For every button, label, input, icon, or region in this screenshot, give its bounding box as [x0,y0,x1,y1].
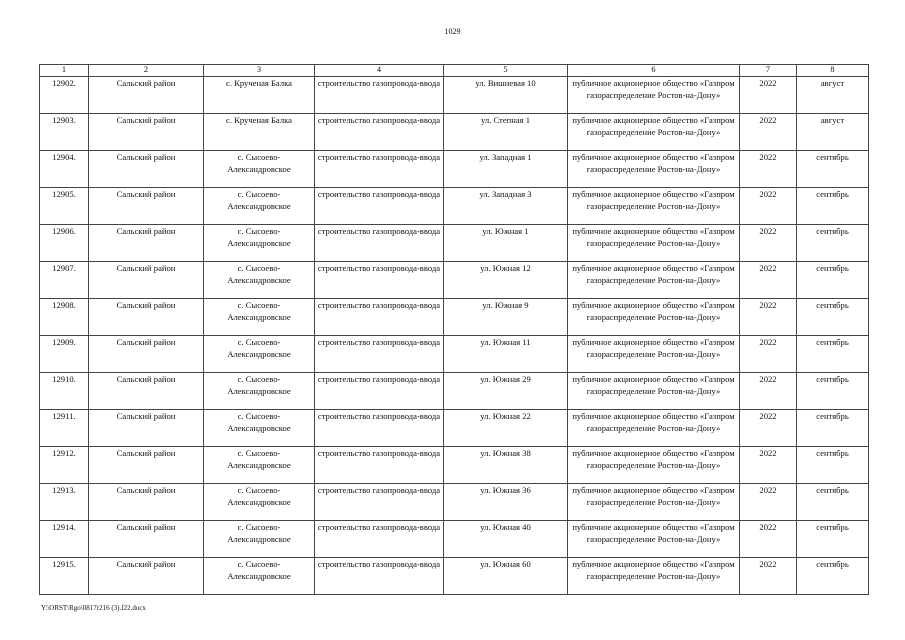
table-row [40,521,869,558]
month-cell: август [797,114,869,151]
table-row [40,336,869,373]
column-number-row [40,65,869,77]
column-header: 4 [315,65,444,77]
footer-file-path: Y:\ORST\Rgo\0817r216 (3).f22.docx [41,604,146,612]
table-row [40,114,869,151]
month-cell: сентябрь [797,484,869,521]
work-type-cell: строительство газопровода-ввода [315,336,444,373]
month-cell: сентябрь [797,558,869,595]
organization-cell: публичное акционерное общество «Газпром газораспределение Ростов-на-Дону» [568,410,740,447]
work-type-cell: строительство газопровода-ввода [315,188,444,225]
address-cell: ул. Южная 40 [444,521,568,558]
organization-cell: публичное акционерное общество «Газпром газораспределение Ростов-на-Дону» [568,299,740,336]
row-number: 12909. [40,336,89,373]
district-cell: Сальский район [89,299,204,336]
year-cell: 2022 [740,521,797,558]
table-row [40,151,869,188]
year-cell: 2022 [740,114,797,151]
row-number: 12910. [40,373,89,410]
month-cell: сентябрь [797,299,869,336]
row-number: 12908. [40,299,89,336]
address-cell: ул. Западная 3 [444,188,568,225]
work-type-cell: строительство газопровода-ввода [315,77,444,114]
work-type-cell: строительство газопровода-ввода [315,299,444,336]
work-type-cell: строительство газопровода-ввода [315,262,444,299]
settlement-cell: с. Сысоево-Александровское [204,151,315,188]
work-type-cell: строительство газопровода-ввода [315,410,444,447]
table-row [40,558,869,595]
year-cell: 2022 [740,262,797,299]
table-row [40,299,869,336]
column-header: 2 [89,65,204,77]
year-cell: 2022 [740,299,797,336]
settlement-cell: с. Сысоево-Александровское [204,558,315,595]
organization-cell: публичное акционерное общество «Газпром газораспределение Ростов-на-Дону» [568,225,740,262]
address-cell: ул. Южная 29 [444,373,568,410]
gas-pipeline-register-table [39,64,869,595]
month-cell: сентябрь [797,521,869,558]
month-cell: сентябрь [797,336,869,373]
month-cell: сентябрь [797,151,869,188]
work-type-cell: строительство газопровода-ввода [315,151,444,188]
district-cell: Сальский район [89,558,204,595]
district-cell: Сальский район [89,77,204,114]
organization-cell: публичное акционерное общество «Газпром газораспределение Ростов-на-Дону» [568,188,740,225]
row-number: 12911. [40,410,89,447]
district-cell: Сальский район [89,188,204,225]
district-cell: Сальский район [89,262,204,299]
district-cell: Сальский район [89,373,204,410]
district-cell: Сальский район [89,484,204,521]
organization-cell: публичное акционерное общество «Газпром газораспределение Ростов-на-Дону» [568,521,740,558]
year-cell: 2022 [740,447,797,484]
table-row [40,373,869,410]
year-cell: 2022 [740,77,797,114]
month-cell: сентябрь [797,262,869,299]
row-number: 12902. [40,77,89,114]
address-cell: ул. Южная 36 [444,484,568,521]
address-cell: ул. Южная 1 [444,225,568,262]
work-type-cell: строительство газопровода-ввода [315,225,444,262]
settlement-cell: с. Сысоево-Александровское [204,262,315,299]
year-cell: 2022 [740,484,797,521]
address-cell: ул. Степная 1 [444,114,568,151]
district-cell: Сальский район [89,410,204,447]
work-type-cell: строительство газопровода-ввода [315,484,444,521]
month-cell: сентябрь [797,225,869,262]
month-cell: сентябрь [797,410,869,447]
district-cell: Сальский район [89,151,204,188]
column-header: 7 [740,65,797,77]
row-number: 12914. [40,521,89,558]
district-cell: Сальский район [89,521,204,558]
year-cell: 2022 [740,151,797,188]
table-row [40,225,869,262]
page-number: 1029 [444,27,461,36]
settlement-cell: с. Сысоево-Александровское [204,299,315,336]
address-cell: ул. Южная 12 [444,262,568,299]
row-number: 12913. [40,484,89,521]
month-cell: август [797,77,869,114]
district-cell: Сальский район [89,336,204,373]
organization-cell: публичное акционерное общество «Газпром газораспределение Ростов-на-Дону» [568,558,740,595]
settlement-cell: с. Сысоево-Александровское [204,410,315,447]
address-cell: ул. Западная 1 [444,151,568,188]
table-row [40,447,869,484]
row-number: 12905. [40,188,89,225]
row-number: 12912. [40,447,89,484]
month-cell: сентябрь [797,373,869,410]
settlement-cell: с. Сысоево-Александровское [204,225,315,262]
table-row [40,77,869,114]
row-number: 12906. [40,225,89,262]
row-number: 12903. [40,114,89,151]
table-row [40,262,869,299]
settlement-cell: с. Крученая Балка [204,114,315,151]
organization-cell: публичное акционерное общество «Газпром газораспределение Ростов-на-Дону» [568,77,740,114]
address-cell: ул. Южная 9 [444,299,568,336]
work-type-cell: строительство газопровода-ввода [315,447,444,484]
month-cell: сентябрь [797,447,869,484]
address-cell: ул. Вишневая 10 [444,77,568,114]
settlement-cell: с. Сысоево-Александровское [204,373,315,410]
address-cell: ул. Южная 22 [444,410,568,447]
row-number: 12907. [40,262,89,299]
district-cell: Сальский район [89,225,204,262]
settlement-cell: с. Сысоево-Александровское [204,336,315,373]
column-header: 1 [40,65,89,77]
table-row [40,410,869,447]
organization-cell: публичное акционерное общество «Газпром газораспределение Ростов-на-Дону» [568,447,740,484]
work-type-cell: строительство газопровода-ввода [315,373,444,410]
settlement-cell: с. Сысоево-Александровское [204,188,315,225]
organization-cell: публичное акционерное общество «Газпром газораспределение Ростов-на-Дону» [568,151,740,188]
organization-cell: публичное акционерное общество «Газпром газораспределение Ростов-на-Дону» [568,262,740,299]
work-type-cell: строительство газопровода-ввода [315,114,444,151]
organization-cell: публичное акционерное общество «Газпром газораспределение Ростов-на-Дону» [568,373,740,410]
year-cell: 2022 [740,336,797,373]
address-cell: ул. Южная 11 [444,336,568,373]
work-type-cell: строительство газопровода-ввода [315,521,444,558]
year-cell: 2022 [740,373,797,410]
settlement-cell: с. Сысоево-Александровское [204,447,315,484]
settlement-cell: с. Сысоево-Александровское [204,484,315,521]
column-header: 5 [444,65,568,77]
month-cell: сентябрь [797,188,869,225]
organization-cell: публичное акционерное общество «Газпром газораспределение Ростов-на-Дону» [568,336,740,373]
district-cell: Сальский район [89,447,204,484]
column-header: 8 [797,65,869,77]
year-cell: 2022 [740,410,797,447]
address-cell: ул. Южная 60 [444,558,568,595]
organization-cell: публичное акционерное общество «Газпром газораспределение Ростов-на-Дону» [568,114,740,151]
table-body [40,77,869,595]
year-cell: 2022 [740,225,797,262]
column-header: 3 [204,65,315,77]
year-cell: 2022 [740,188,797,225]
table-row [40,484,869,521]
address-cell: ул. Южная 38 [444,447,568,484]
organization-cell: публичное акционерное общество «Газпром газораспределение Ростов-на-Дону» [568,484,740,521]
district-cell: Сальский район [89,114,204,151]
column-header: 6 [568,65,740,77]
work-type-cell: строительство газопровода-ввода [315,558,444,595]
settlement-cell: с. Сысоево-Александровское [204,521,315,558]
settlement-cell: с. Крученая Балка [204,77,315,114]
row-number: 12915. [40,558,89,595]
row-number: 12904. [40,151,89,188]
year-cell: 2022 [740,558,797,595]
table-row [40,188,869,225]
